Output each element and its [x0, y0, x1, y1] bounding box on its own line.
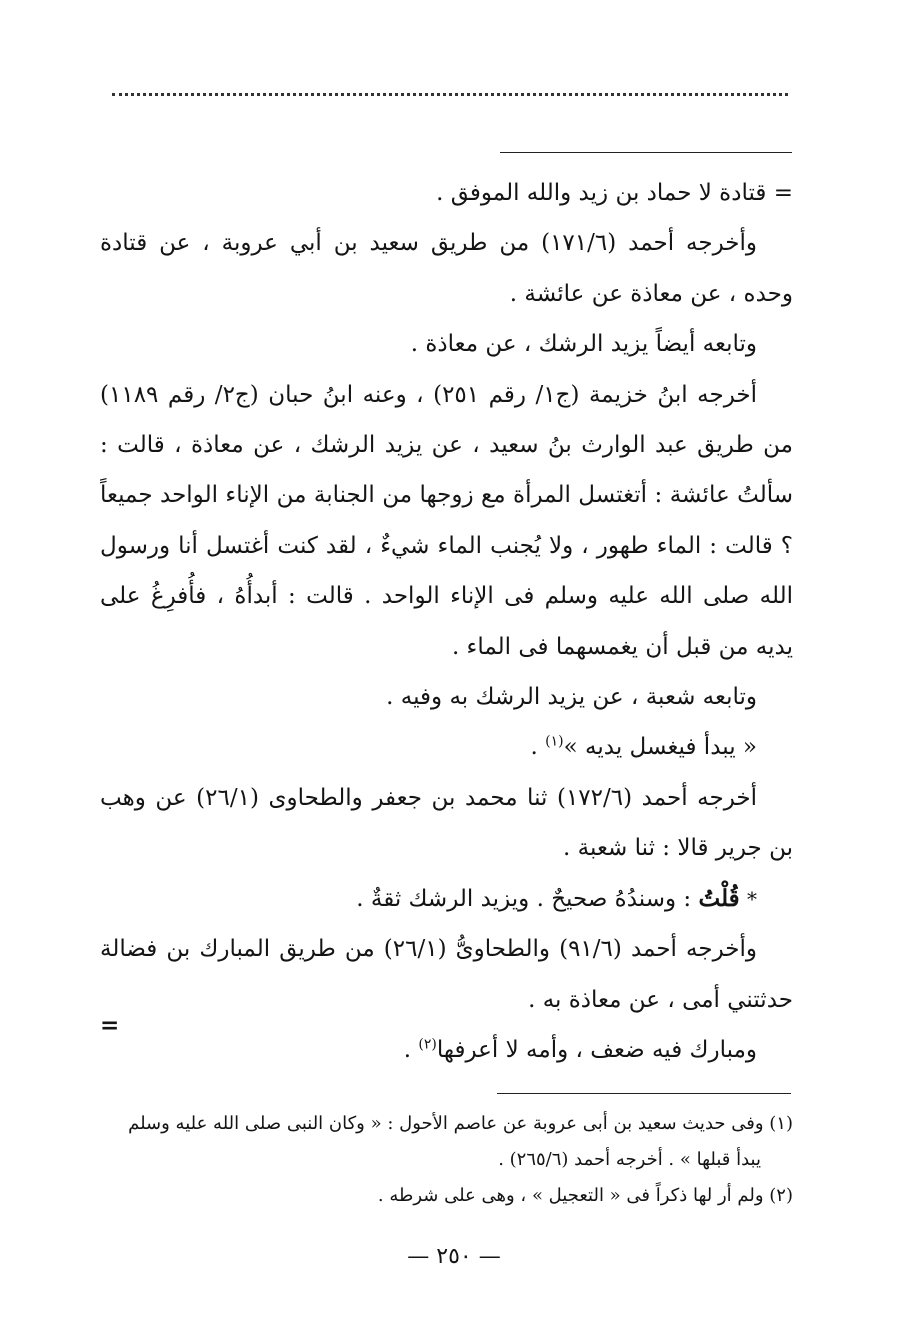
footnotes	[100, 1106, 793, 1214]
star-icon: *	[747, 886, 757, 911]
footnote-1: (١) وفى حديث سعيد بن أبى عروبة عن عاصم الأحول : « وكان النبى صلى الله عليه وسلم	[128, 1113, 793, 1134]
main-text	[100, 168, 793, 1075]
quote-end: .	[530, 734, 546, 761]
qult-line	[100, 874, 793, 924]
last-line-text: ومبارك فيه ضعف ، وأمه لا أعرفها	[436, 1036, 757, 1063]
continues-mark: =	[100, 1012, 120, 1039]
paragraph: وأخرجه أحمد (١٧١/٦) من طريق سعيد بن أبي عروبة ، عن قتادة وحده ، عن معاذة عن عائشة .	[100, 230, 793, 307]
paragraph: وتابعه شعبة ، عن يزيد الرشك به وفيه .	[386, 684, 757, 711]
footnote-rule	[497, 1093, 791, 1094]
page-number: — ٢٥٠ —	[407, 1244, 501, 1269]
qult-rest: : وسندُهُ صحيحٌ . ويزيد الرشك ثقةٌ .	[356, 885, 699, 912]
quote-line	[100, 722, 793, 772]
paragraph: وتابعه أيضاً يزيد الرشك ، عن معاذة .	[410, 331, 757, 358]
footnote-1-continued: يبدأ قبلها » . أخرجه أحمد (٢٦٥/٦) .	[498, 1149, 761, 1170]
footnote-ref-1: (١)	[545, 733, 564, 750]
quote-text: « يبدأ فيغسل يديه »	[563, 734, 757, 761]
paragraph: وأخرجه أحمد (٩١/٦) والطحاوىُّ (٢٦/١) من طريق المبارك بن فضالة حدثتني أمى ، عن معاذة به .	[100, 936, 793, 1013]
footnote-2: (٢) ولم أر لها ذكراً فى « التعجيل » ، وهى على شرطه .	[377, 1185, 793, 1206]
paragraph: أخرجه ابنُ خزيمة (ج١/ رقم ٢٥١) ، وعنه ابنُ حبان (ج٢/ رقم ١١٨٩) من طريق عبد الوارث بنُ سعيد ، عن يزيد الرشك ، عن معاذة ، قالت : سألتُ عائشة : أتغتسل المرأة مع زوجها من الجنابة من الإناء الواحد جميعاً ؟ قالت : الماء طهور ، ولا يُجنب الماء شيءٌ ، لقد كنت أغتسل أنا ورسول الله صلى الله عليه وسلم فى الإناء الواحد . قالت : أبدأُهُ ، فأُفرِغُ على يديه من قبل أن يغمسهما فى الماء .	[100, 381, 793, 660]
last-line-end: .	[403, 1036, 419, 1063]
dotted-header-rule	[112, 93, 788, 96]
footnote-ref-2: (٢)	[418, 1036, 437, 1053]
continuation-line: = قتادة لا حماد بن زيد والله الموفق .	[436, 180, 793, 206]
header-rule	[500, 152, 792, 153]
paragraph: أخرجه أحمد (١٧٢/٦) ثنا محمد بن جعفر والطحاوى (٢٦/١) عن وهب بن جرير قالا : ثنا شعبة .	[100, 784, 793, 862]
qult-word: قُلْتُ	[698, 884, 740, 912]
last-line	[100, 1025, 793, 1075]
